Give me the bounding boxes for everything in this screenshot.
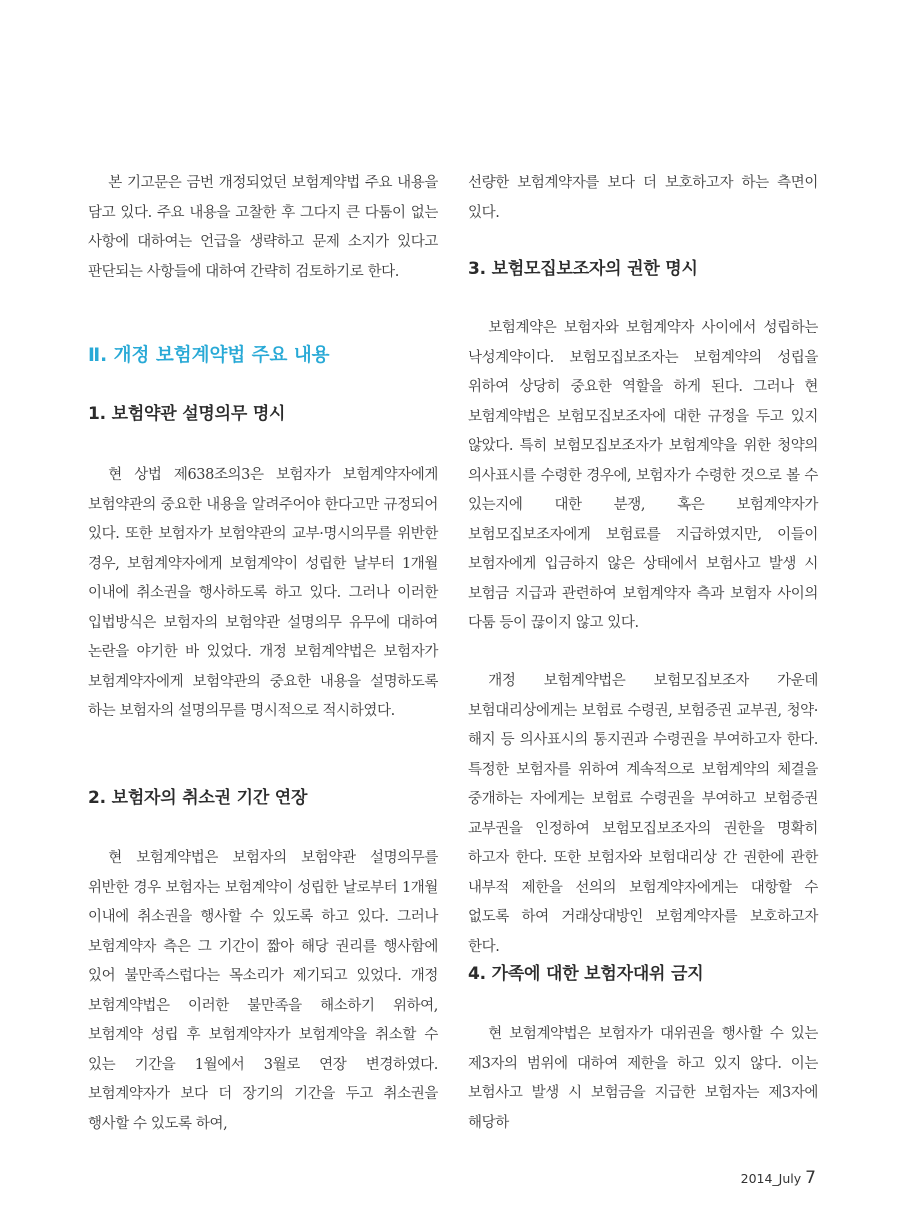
chapter-title: Ⅱ. 개정 보험계약법 주요 내용 <box>88 345 330 366</box>
section2-title: 2. 보험자의 취소권 기간 연장 <box>88 788 308 808</box>
section3-body-1: 보험계약은 보험자와 보험계약자 사이에서 성립하는 낙성계약이다. 보험모집보조자는 보험계약의 성립을 위하여 상당히 중요한 역할을 하게 된다. 그러나 현 보험계약법은 보험모집보조자에 대한 규정을 두고 있지 않았다. 특히 보험모집보조자가 보험계약을 위한 청약의 의사표시를 수령한 경우에, 보험자가 수령한 것으로 볼 수 있는지에 대한 분쟁, 혹은 보험계약자가 보험모집보조자에게 보험료를 지급하였지만, 이들이 보험자에게 입금하지 않은 상태에서 보험사고 발생 시 보험금 지급과 관련하여 보험계약자 측과 보험자 사이의 다툼 등이 끊이지 않고 있다. <box>468 320 818 631</box>
section4-body: 현 보험계약법은 보험자가 대위권을 행사할 수 있는 제3자의 범위에 대하여 제한을 하고 있지 않다. 이는 보험사고 발생 시 보험금을 지급한 보험자는 제3자에 해당하 <box>468 1026 818 1131</box>
page-footer <box>741 1168 816 1188</box>
continued-paragraph: 선량한 보험계약자를 보다 더 보호하고자 하는 측면이 있다. <box>468 175 818 221</box>
intro-paragraph: 본 기고문은 금번 개정되었던 보험계약법 주요 내용을 담고 있다. 주요 내용을 고찰한 후 그다지 큰 다툼이 없는 사항에 대하여는 언급을 생략하고 문제 소지가 있다고 판단되는 사항들에 대하여 간략히 검토하기로 한다. <box>88 175 438 280</box>
footer-date: 2014_July <box>740 1171 802 1186</box>
section3-body-2: 개정 보험계약법은 보험모집보조자 가운데 보험대리상에게는 보험료 수령권, 보험증권 교부권, 청약·해지 등 의사표시의 통지권과 수령권을 부여하고자 한다. 특정한 보험자를 위하여 계속적으로 보험계약의 체결을 중개하는 자에게는 보험료 수령권을 부여하고 보험증권 교부권을 인정하여 보험모집보조자의 권한을 명확히 하고자 한다. 또한 보험자와 보험대리상 간 권한에 관한 내부적 제한을 선의의 보험계약자에게는 대항할 수 없도록 하여 거래상대방인 보험계약자를 보호하고자 한다. <box>468 673 818 955</box>
page-number: 7 <box>805 1168 816 1188</box>
section3-title: 3. 보험모집보조자의 권한 명시 <box>468 259 698 279</box>
section1-body: 현 상법 제638조의3은 보험자가 보험계약자에게 보험약관의 중요한 내용을 알려주어야 한다고만 규정되어 있다. 또한 보험자가 보험약관의 교부·명시의무를 위반한 경우, 보험계약자에게 보험계약이 성립한 날부터 1개월 이내에 취소권을 행사하도록 하고 있다. 그러나 이러한 입법방식은 보험자의 보험약관 설명의무 유무에 대하여 논란을 야기한 바 있었다. 개정 보험계약법은 보험자가 보험계약자에게 보험약관의 중요한 내용을 설명하도록 하는 보험자의 설명의무를 명시적으로 적시하였다. <box>88 467 438 719</box>
section4-title: 4. 가족에 대한 보험자대위 금지 <box>468 964 704 984</box>
section1-title: 1. 보험약관 설명의무 명시 <box>88 404 286 424</box>
section2-body: 현 보험계약법은 보험자의 보험약관 설명의무를 위반한 경우 보험자는 보험계약이 성립한 날로부터 1개월 이내에 취소권을 행사할 수 있도록 하고 있다. 그러나 보험계약자 측은 그 기간이 짧아 해당 권리를 행사함에 있어 불만족스럽다는 목소리가 제기되고 있었다. 개정 보험계약법은 이러한 불만족을 해소하기 위하여, 보험계약 성립 후 보험계약자가 보험계약을 취소할 수 있는 기간을 1월에서 3월로 연장 변경하였다. 보험계약자가 보다 더 장기의 기간을 두고 취소권을 행사할 수 있도록 하여, <box>88 850 438 1132</box>
